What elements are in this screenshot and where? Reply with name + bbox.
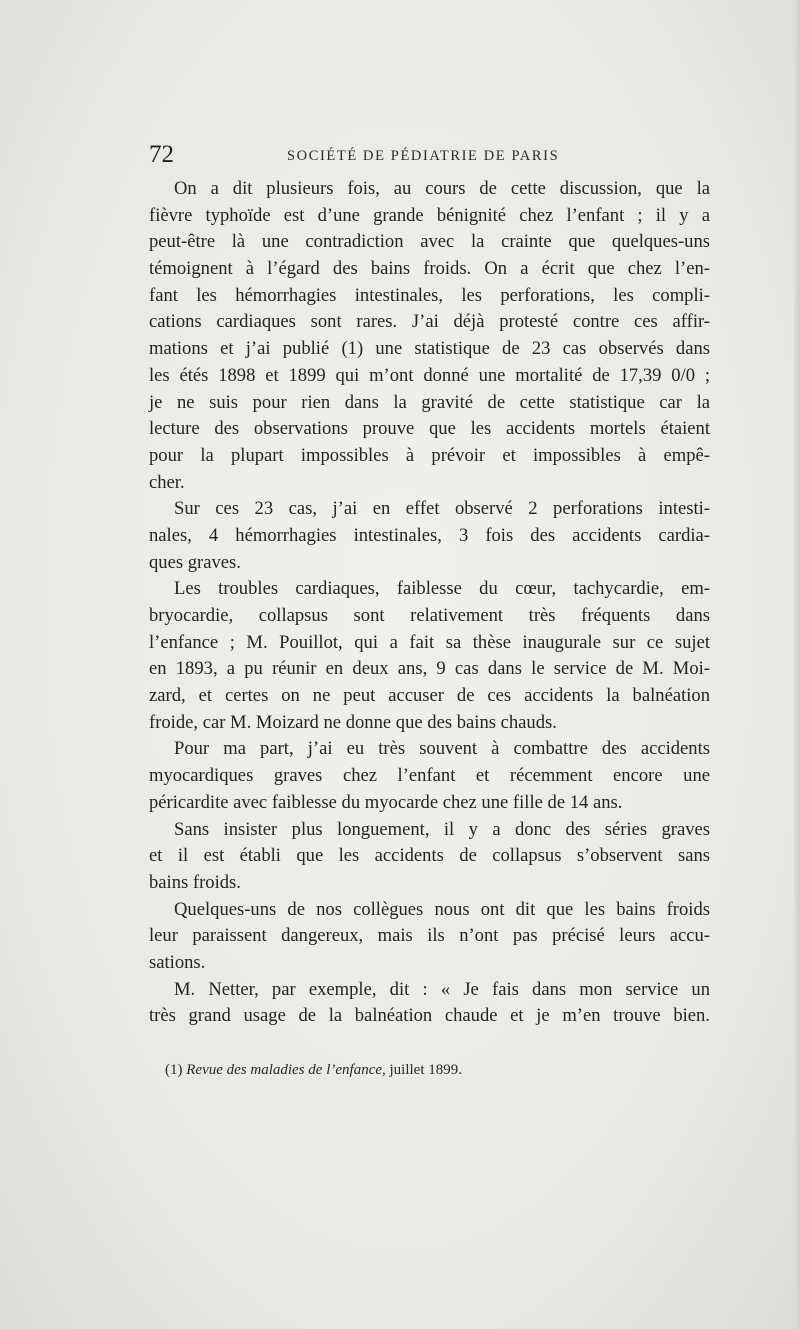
body-text	[149, 176, 710, 1030]
footnote-date: juillet 1899.	[389, 1062, 463, 1078]
text-line: M. Netter, par exemple, dit : « Je fais dans mon service un	[174, 978, 710, 1000]
text-line: bryocardie, collapsus sont relativement très fréquents dans	[149, 605, 710, 626]
text-line: fant les hémorrhagies intestinales, les perforations, les compli-	[149, 284, 710, 306]
text-line: pour la plupart impossibles à prévoir et impossibles à empê-	[149, 444, 710, 466]
footnote-source: Revue des maladies de l’enfance,	[186, 1062, 386, 1078]
text-line: l’enfance ; M. Pouillot, qui a fait sa thèse inaugurale sur ce sujet	[149, 631, 710, 653]
text-line: sations.	[149, 951, 206, 973]
page-number: 72	[149, 141, 174, 168]
text-line: fièvre typhoïde est d’une grande bénignité chez l’enfant ; il y a	[149, 204, 710, 226]
text-line: témoignent à l’égard des bains froids. On a écrit que chez l’en-	[149, 258, 710, 280]
text-line: en 1893, a pu réunir en deux ans, 9 cas dans le service de M. Moi-	[149, 658, 710, 680]
text-line: mations et j’ai publié (1) une statistique de 23 cas observés dans	[149, 338, 710, 360]
text-line: Sans insister plus longuement, il y a donc des séries graves	[174, 818, 710, 840]
text-line: zard, et certes on ne peut accuser de ces accidents la balnéation	[149, 685, 710, 707]
text-line: Pour ma part, j’ai eu très souvent à combattre des accidents	[174, 738, 710, 760]
text-line: Sur ces 23 cas, j’ai en effet observé 2 perforations intesti-	[174, 498, 710, 520]
text-line: froide, car M. Moizard ne donne que des bains chauds.	[149, 711, 557, 733]
footnote-marker: (1)	[165, 1062, 183, 1078]
text-line: Quelques-uns de nos collègues nous ont dit que les bains froids	[174, 898, 710, 920]
text-line: très grand usage de la balnéation chaude et je m’en trouve bien.	[149, 1005, 710, 1027]
text-line: bains froids.	[149, 871, 241, 893]
text-line: et il est établi que les accidents de collapsus s’observent sans	[149, 845, 710, 867]
text-line: myocardiques graves chez l’enfant et récemment encore une	[149, 765, 710, 787]
text-line: ques graves.	[149, 551, 241, 573]
text-line: On a dit plusieurs fois, au cours de cette discussion, que la	[174, 178, 710, 199]
text-line: nales, 4 hémorrhagies intestinales, 3 fois des accidents cardia-	[149, 524, 710, 546]
page-edge-shadow	[794, 0, 800, 1329]
text-line: les étés 1898 et 1899 qui m’ont donné une mortalité de 17,39 0/0 ;	[149, 364, 710, 386]
text-line: peut-être là une contradiction avec la crainte que quelques-uns	[149, 231, 710, 253]
text-line: leur paraissent dangereux, mais ils n’ont pas précisé leurs accu-	[149, 925, 710, 947]
text-line: cations cardiaques sont rares. J’ai déjà protesté contre ces affir-	[149, 311, 710, 333]
text-line: péricardite avec faiblesse du myocarde chez une fille de 14 ans.	[149, 791, 623, 813]
text-line: Les troubles cardiaques, faiblesse du cœur, tachycardie, em-	[174, 578, 710, 600]
text-line: cher.	[149, 471, 185, 493]
text-line: je ne suis pour rien dans la gravité de cette statistique car la	[149, 391, 710, 413]
page-header	[149, 140, 710, 174]
running-title: SOCIÉTÉ DE PÉDIATRIE DE PARIS	[287, 148, 560, 164]
footnote	[165, 1060, 462, 1080]
text-line: lecture des observations prouve que les accidents mortels étaient	[149, 418, 710, 440]
